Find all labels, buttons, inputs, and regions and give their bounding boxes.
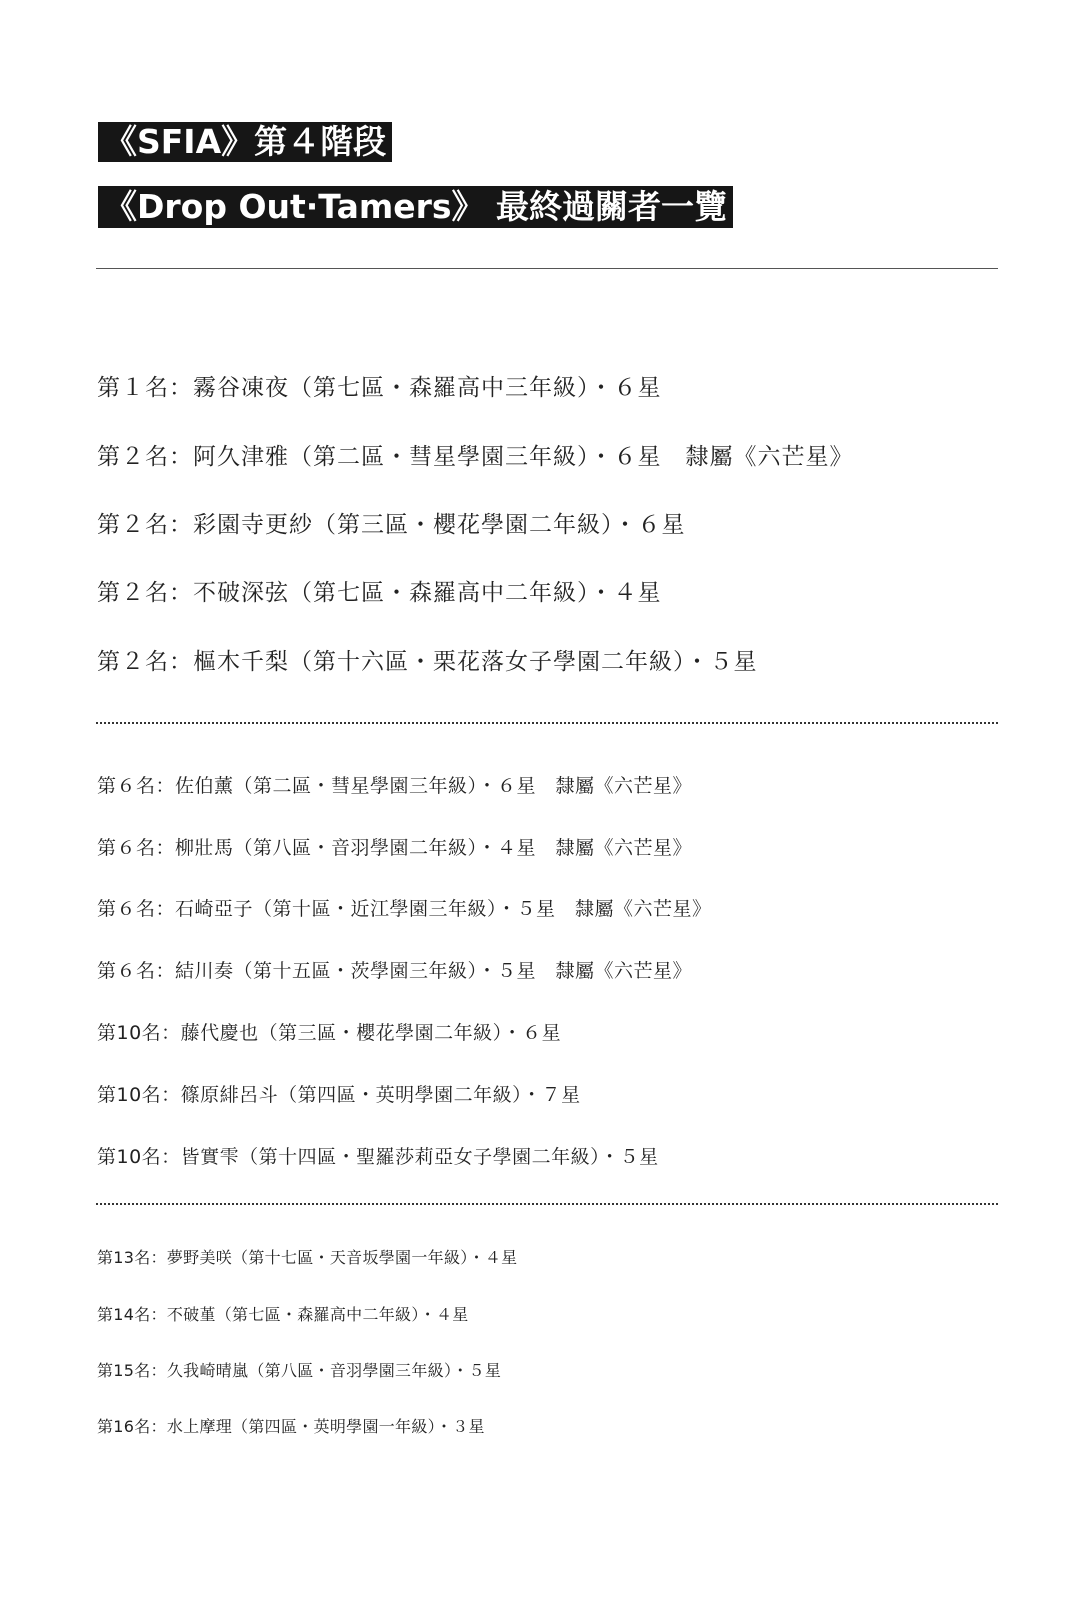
section-divider-2 (96, 1203, 998, 1205)
ranking-entry-2: 第２名：阿久津雅（第二區・彗星學園三年級）・６星 隸屬《六芒星》 (97, 444, 854, 470)
section-divider-1 (96, 722, 998, 724)
ranking-entry-12: 第10名：皆實雫（第十四區・聖羅莎莉亞女子學園二年級）・５星 (97, 1146, 659, 1168)
ranking-entry-8: 第６名：石崎亞子（第十區・近江學園三年級）・５星 隸屬《六芒星》 (97, 898, 712, 920)
ranking-entry-16: 第16名：水上摩理（第四區・英明學園一年級）・３星 (97, 1417, 485, 1436)
ranking-entry-14: 第14名：不破堇（第七區・森羅高中二年級）・４星 (97, 1305, 469, 1324)
ranking-entry-9: 第６名：結川奏（第十五區・茨學園三年級）・５星 隸屬《六芒星》 (97, 960, 693, 982)
ranking-entry-1: 第１名：霧谷凍夜（第七區・森羅高中三年級）・６星 (97, 375, 662, 401)
ranking-entry-15: 第15名：久我崎晴嵐（第八區・音羽學園三年級）・５星 (97, 1361, 502, 1380)
ranking-entry-7: 第６名：柳壯馬（第八區・音羽學園二年級）・４星 隸屬《六芒星》 (97, 837, 693, 859)
ranking-entry-4: 第２名：不破深弦（第七區・森羅高中二年級）・４星 (97, 580, 662, 606)
ranking-entry-13: 第13名：夢野美咲（第十七區・天音坂學園一年級）・４星 (97, 1248, 518, 1267)
header-divider (96, 268, 998, 269)
title-line-1: 《SFIA》第４階段 (98, 122, 392, 162)
ranking-entry-6: 第６名：佐伯薰（第二區・彗星學園三年級）・６星 隸屬《六芒星》 (97, 775, 693, 797)
ranking-entry-5: 第２名：樞木千梨（第十六區・栗花落女子學園二年級）・５星 (97, 649, 758, 675)
ranking-entry-10: 第10名：藤代慶也（第三區・櫻花學園二年級）・６星 (97, 1022, 562, 1044)
title-line-2: 《Drop Out·Tamers》 最終過關者一覽 (98, 186, 733, 228)
ranking-entry-11: 第10名：篠原緋呂斗（第四區・英明學園二年級）・７星 (97, 1084, 581, 1106)
ranking-entry-3: 第２名：彩園寺更紗（第三區・櫻花學園二年級）・６星 (97, 512, 686, 538)
